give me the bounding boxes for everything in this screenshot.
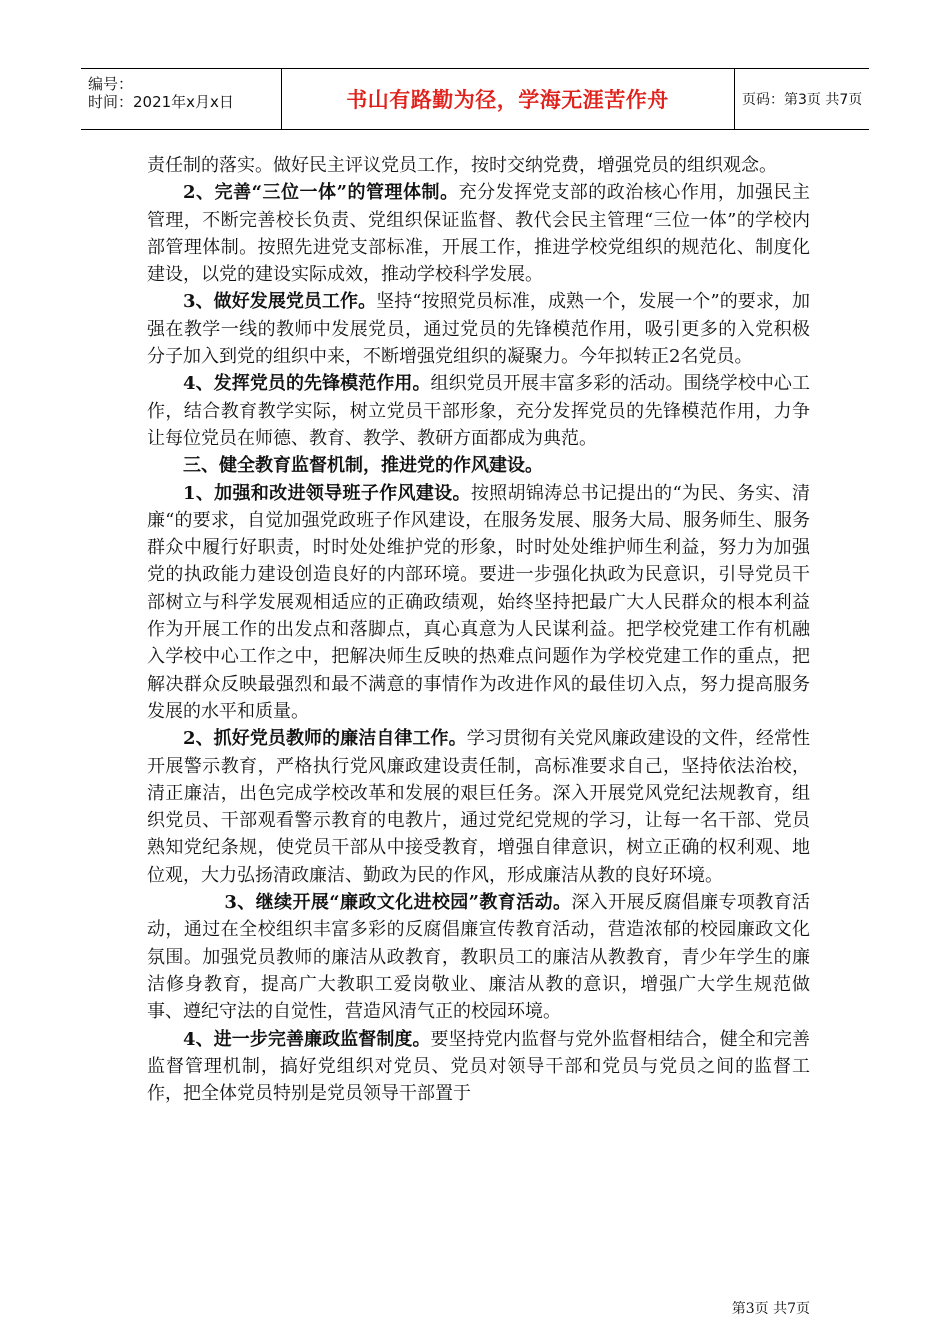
page-header xyxy=(81,68,869,130)
header-page-info xyxy=(734,69,869,129)
date-label: 时间：2021年x月x日 xyxy=(88,93,234,111)
paragraph: 3、继续开展“廉政文化进校园”教育活动。深入开展反腐倡廉专项教育活动，通过在全校组织丰富多彩的反腐倡廉宣传教育活动，营造浓郁的校园廉政文化氛围。加强党员教师的廉洁从政教育，教职员工的廉洁从教教育，青少年学生的廉洁修身教育，提高广大教职工爱岗敬业、廉洁从教的意识，增强广大学生规范做事、遵纪守法的自觉性，营造风清气正的校园环境。 xyxy=(147,892,810,1023)
paragraph: 2、完善“三位一体”的管理体制。充分发挥党支部的政治核心作用，加强民主管理，不断完善校长负责、党组织保证监督、教代会民主管理“三位一体”的学校内部管理体制。按照先进党支部标准，开展工作，推进学校党组织的规范化、制度化建设，以党的建设实际成效，推动学校科学发展。 xyxy=(147,182,810,286)
paragraph: 4、进一步完善廉政监督制度。要坚持党内监督与党外监督相结合，健全和完善监督管理机制，搞好党组织对党员、党员对领导干部和党员与党员之间的监督工作，把全体党员特别是党员领导干部置于 xyxy=(147,1028,810,1105)
paragraph: 3、做好发展党员工作。坚持“按照党员标准，成熟一个，发展一个”的要求，加强在教学一线的教师中发展党员，通过党员的先锋模范作用，吸引更多的入党积极分子加入到党的组织中来，不断增强党组织的凝聚力。今年拟转正2名党员。 xyxy=(147,291,810,368)
paragraph-heading: 3、做好发展党员工作。 xyxy=(183,291,377,313)
paragraph-heading: 3、继续开展“廉政文化进校园”教育活动。 xyxy=(224,892,572,914)
paragraph-heading: 2、完善“三位一体”的管理体制。 xyxy=(183,182,459,204)
paragraph-heading: 4、发挥党员的先锋模范作用。 xyxy=(183,373,431,395)
code-label: 编号： xyxy=(88,75,134,93)
paragraph-heading: 1、加强和改进领导班子作风建设。 xyxy=(183,482,471,504)
footer-page-number: 第3页 共7页 xyxy=(731,1301,810,1317)
header-page-number: 页码：第3页 共7页 xyxy=(742,92,863,108)
paragraph: 1、加强和改进领导班子作风建设。按照胡锦涛总书记提出的“为民、务实、清廉“的要求，自觉加强党政班子作风建设，在服务发展、服务大局、服务师生、服务群众中履行好职责，时时处处维护党的形象，时时处处维护师生利益，努力为加强党的执政能力建设创造良好的内部环境。要进一步强化执政为民意识，引导党员干部树立与科学发展观相适应的正确政绩观，始终坚持把最广大人民群众的根本利益作为开展工作的出发点和落脚点，真心真意为人民谋利益。把学校党建工作有机融入学校中心工作之中，把解决师生反映的热难点问题作为学校党建工作的重点，把解决群众反映最强烈和最不满意的事情作为改进作风的最佳切入点，努力提高服务发展的水平和质量。 xyxy=(147,482,810,722)
section-title: 三、健全教育监督机制，推进党的作风建设。 xyxy=(183,455,543,477)
paragraph: 4、发挥党员的先锋模范作用。组织党员开展丰富多彩的活动。围绕学校中心工作，结合教育教学实际，树立党员干部形象，充分发挥党员的先锋模范作用，力争让每位党员在师德、教育、教学、教研方面都成为典范。 xyxy=(147,373,810,449)
header-motto xyxy=(281,69,735,129)
header-meta xyxy=(81,69,282,129)
paragraph-heading: 4、进一步完善廉政监督制度。 xyxy=(183,1028,431,1050)
paragraph: 责任制的落实。做好民主评议党员工作，按时交纳党费，增强党员的组织观念。 xyxy=(147,155,777,176)
paragraph-heading: 2、抓好党员教师的廉洁自律工作。 xyxy=(183,728,467,750)
motto-text: 书山有路勤为径，学海无涯苦作舟 xyxy=(346,88,669,112)
paragraph: 2、抓好党员教师的廉洁自律工作。学习贯彻有关党风廉政建设的文件，经常性开展警示教育，严格执行党风廉政建设责任制，高标准要求自己，坚持依法治校，清正廉洁，出色完成学校改革和发展的艰巨任务。深入开展党风党纪法规教育，组织党员、干部观看警示教育的电教片，通过党纪党规的学习，让每一名干部、党员熟知党纪条规，使党员干部从中接受教育，增强自律意识，树立正确的权利观、地位观，大力弘扬清政廉洁、勤政为民的作风，形成廉洁从教的良好环境。 xyxy=(147,728,810,886)
page-footer xyxy=(732,1298,810,1318)
document-body xyxy=(147,152,810,1107)
